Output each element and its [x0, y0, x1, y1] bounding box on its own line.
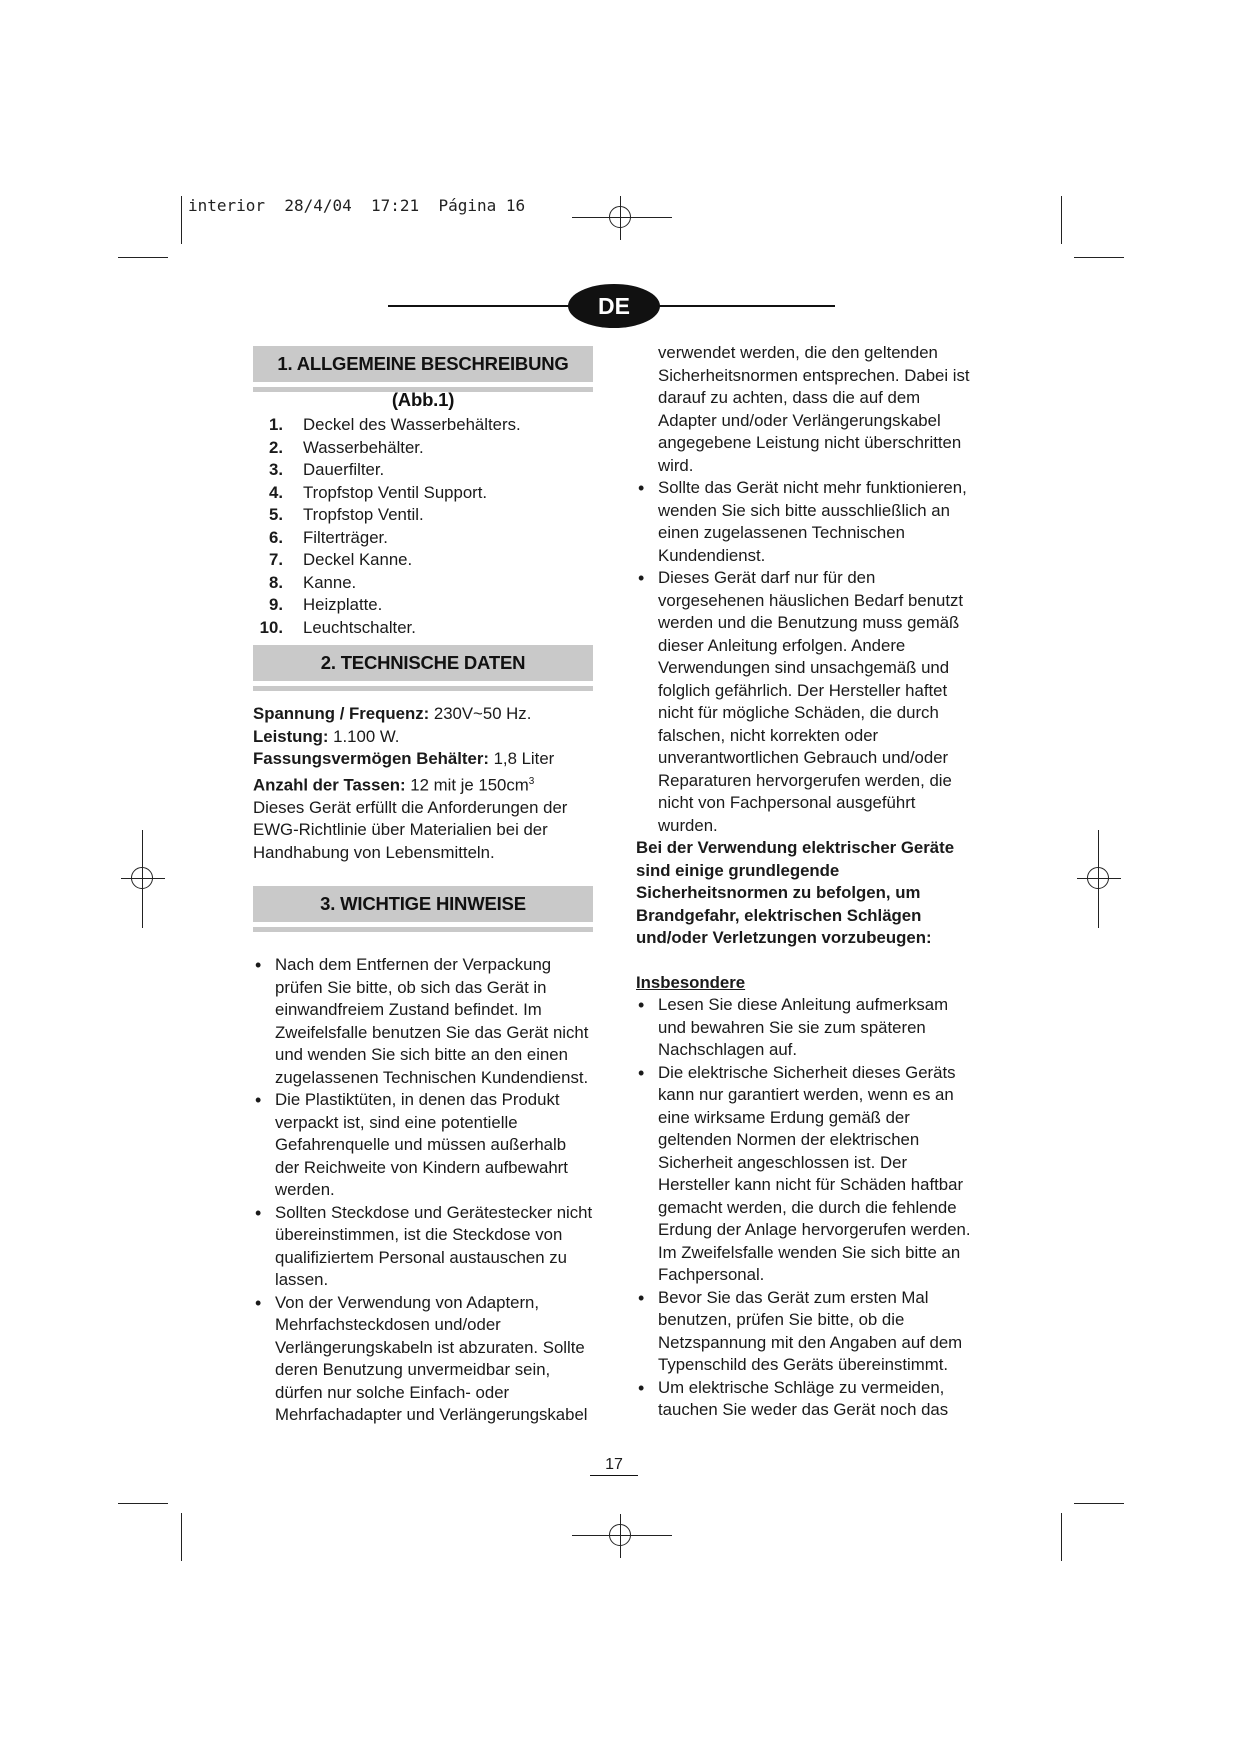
registration-line	[572, 217, 672, 218]
list-item: • Dieses Gerät darf nur für den vorgesehenen häuslichen Bedarf benutzt werden und die Benutzung muss gemäß dieser Anleitung erfolgen. Andere Verwendungen sind unsachgemäß und folglich gefährlich. Der Hersteller haftet nicht für mögliche Schäden, die durch falschen, nicht korrekten oder unverantwortlichen Gebrauch und/oder Reparaturen hervorgerufen werden, die nicht von Fachpersonal ausgeführt wurden.	[636, 567, 976, 837]
list-item: • Die Plastiktüten, in denen das Produkt verpackt ist, sind eine potentielle Gefahrenquelle und müssen außerhalb der Reichweite von Kindern aufbewahrt werden.	[253, 1089, 593, 1202]
crop-mark	[1074, 257, 1124, 258]
left-column	[253, 346, 593, 1427]
registration-mark-icon	[1077, 857, 1121, 901]
cups-unit-exponent: 3	[528, 775, 535, 787]
list-item: • Sollten Steckdose und Gerätestecker nicht übereinstimmen, ist die Steckdose von qualifiziertem Personal austauschen zu lassen.	[253, 1202, 593, 1292]
list-item: 7. Deckel Kanne.	[269, 550, 413, 569]
section-heading: 3. WICHTIGE HINWEISE	[253, 886, 593, 922]
print-slug: interior 28/4/04 17:21 Página 16	[188, 196, 526, 215]
capacity-value: 1,8 Liter	[488, 749, 555, 768]
power-value: 1.100 W.	[328, 726, 400, 746]
list-item: • Die elektrische Sicherheit dieses Geräts kann nur garantiert werden, wenn es an eine wirksame Erdung gemäß der geltenden Normen der elektrischen Sicherheit angeschlossen ist. Der Hersteller kann nicht für Schäden haftbar gemacht werden, die durch die fehlende Erdung der Anlage hervorgerufen werden. Im Zweifelsfalle wenden Sie sich bitte an Fachpersonal.	[636, 1062, 976, 1287]
list-item: • Sollte das Gerät nicht mehr funktionieren, wenden Sie sich bitte ausschließlich an einen zugelassenen Technischen Kundendienst.	[636, 477, 976, 567]
cups-label: Anzahl der Tassen:	[253, 775, 406, 795]
voltage-label: Spannung / Frequenz:	[253, 704, 430, 723]
crop-mark	[181, 196, 182, 244]
language-badge: DE	[568, 284, 660, 328]
registration-mark-icon	[599, 1514, 643, 1558]
registration-mark-icon	[121, 857, 165, 901]
hints-list	[253, 954, 593, 1427]
power-label: Leistung:	[253, 726, 329, 746]
page-number: 17	[590, 1455, 638, 1476]
registration-line	[572, 1535, 672, 1536]
list-item: 6. Filterträger.	[269, 527, 388, 547]
cups-value: 12 mit je 150cm	[405, 775, 529, 795]
list-item: 9. Heizplatte.	[269, 595, 383, 614]
list-item: • Bevor Sie das Gerät zum ersten Mal benutzen, prüfen Sie bitte, ob die Netzspannung mit den Angaben auf dem Typenschild des Geräts übereinstimmt.	[636, 1287, 976, 1377]
section-heading: 2. TECHNISCHE DATEN	[253, 645, 593, 681]
continued-text: verwendet werden, die den geltenden Sicherheitsnormen entsprechen. Dabei ist darauf zu achten, dass die auf dem Adapter und/oder Verlängerungskabel angegebene Leistung nicht überschritten wird.	[658, 343, 970, 475]
list-item: 2. Wasserbehälter.	[269, 437, 424, 457]
crop-mark	[181, 1513, 182, 1561]
list-item: 5. Tropfstop Ventil.	[269, 505, 424, 524]
parts-list	[253, 414, 593, 639]
list-item: • Um elektrische Schläge zu vermeiden, tauchen Sie weder das Gerät noch das	[636, 1377, 976, 1422]
safety-warning: Bei der Verwendung elektrischer Geräte sind einige grundlegende Sicherheitsnormen zu befolgen, um Brandgefahr, elektrischen Schlägen und/oder Verletzungen vorzubeugen:	[636, 838, 955, 947]
list-item: • Nach dem Entfernen der Verpackung prüfen Sie bitte, ob sich das Gerät in einwandfreiem Zustand befindet. Im Zweifelsfalle benutzen Sie das Gerät nicht und wenden Sie sich bitte an den einen zugelassenen Technischen Kundendienst.	[253, 954, 593, 1089]
subheading: Insbesondere	[636, 972, 746, 992]
crop-mark	[118, 257, 168, 258]
registration-line	[1098, 830, 1099, 928]
crop-mark	[1074, 1503, 1124, 1504]
hints-list	[636, 477, 976, 837]
voltage-value: 230V~50 Hz.	[429, 704, 532, 723]
tech-data	[253, 703, 593, 864]
capacity-label: Fassungsvermögen Behälter:	[253, 749, 489, 768]
registration-mark-icon	[599, 196, 643, 240]
right-column	[636, 342, 976, 1422]
crop-mark	[1061, 1513, 1062, 1561]
list-item: • Von der Verwendung von Adaptern, Mehrfachsteckdosen und/oder Verlängerungskabeln ist abzuraten. Sollte deren Benutzung unvermeidbar sein, dürfen nur solche Einfach- oder Mehrfachadapter und Verlängerungskabel	[253, 1292, 593, 1427]
list-item: • Lesen Sie diese Anleitung aufmerksam und bewahren Sie sie zum späteren Nachschlagen auf.	[636, 994, 976, 1062]
list-item: 4. Tropfstop Ventil Support.	[269, 482, 488, 502]
section-heading: 1. ALLGEMEINE BESCHREIBUNG (Abb.1)	[253, 346, 593, 382]
list-item: 8. Kanne.	[269, 572, 357, 592]
crop-mark	[1061, 196, 1062, 244]
compliance-note: Dieses Gerät erfüllt die Anforderungen der EWG-Richtlinie über Materialien bei der Handhabung von Lebensmitteln.	[253, 797, 568, 862]
registration-line	[142, 830, 143, 928]
special-hints-list	[636, 994, 976, 1422]
list-item: 1. Deckel des Wasserbehälters.	[269, 415, 521, 434]
crop-mark	[118, 1503, 168, 1504]
list-item: 3. Dauerfilter.	[269, 460, 385, 479]
list-item: 10. Leuchtschalter.	[259, 617, 416, 637]
